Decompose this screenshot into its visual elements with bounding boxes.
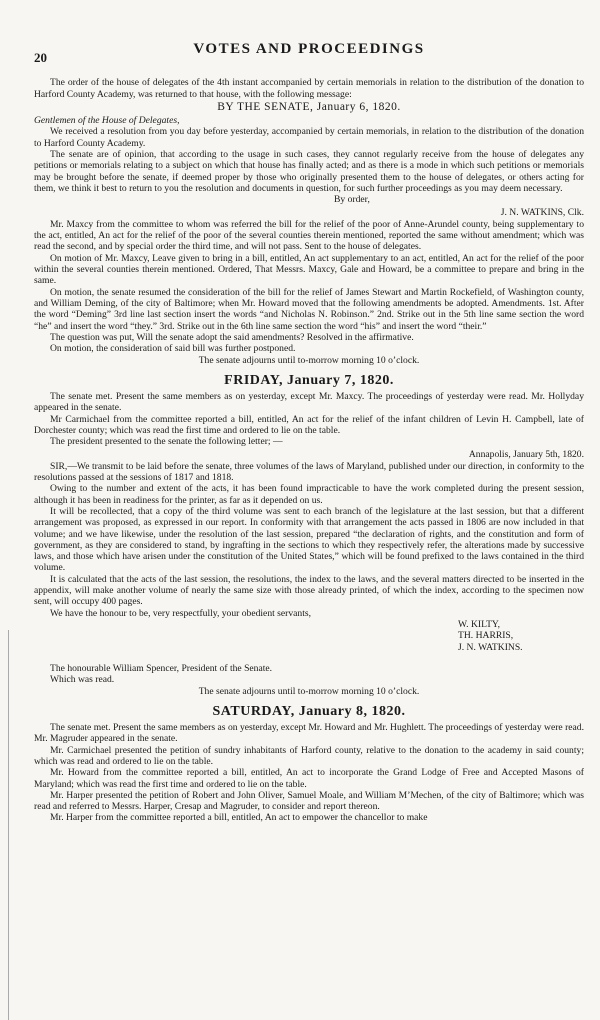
message-paragraph: The senate are of opinion, that according to the usage in such cases, they cannot regularly receive from the house of delegates any petitions or memorials relating to a subject on which that house has finally acted; and as there is a mode in which such petitions or memorials may be brought before the senate, if deemed proper by those who originally presented them to the house of delegates, or others acting for them, we think it best to return to you the resolution and documents in question, for such further proceedings as you may deem necessary. [34, 149, 584, 194]
letter-paragraph: It will be recollected, that a copy of the third volume was sent to each branch of the legislature at the last session, but that a different arrangement was proposed, as expressed in our report. In conformity with that arrangement the acts passed in 1806 are now included in that volume; and we have likewise, under the resolution of the last session, prepared “the declaration of rights, and the constitution and form of government, as they are considered to stand, by ingrafting in the sections to which they respectively refer, the alterations made by successive laws, and those which have arisen under the constitution of the United States,” which will be found prefixed to the laws contained in the third volume. [34, 505, 584, 574]
proceedings-paragraph: Mr. Harper presented the petition of Robert and John Oliver, Samuel Moale, and William M’Mechen, of the city of Baltimore; which was read and referred to Messrs. Harper, Cresap and Magruder, to consider and report thereon. [34, 789, 584, 813]
proceedings-paragraph: Mr. Howard from the committee reported a bill, entitled, An act to incorporate the Grand Lodge of Free and Accepted Masons of Maryland; which was read the first time and ordered to lie on the table. [34, 767, 584, 790]
letter-paragraph: It is calculated that the acts of the last session, the resolutions, the index to the laws, and the several matters directed to be inserted in the appendix, will make another volume of nearly the same size with those already printed, of which the index, according to the specimen now sent, will occupy 400 pages. [34, 573, 584, 608]
signatory: J. N. WATKINS. [458, 641, 523, 653]
page-number: 20 [34, 50, 47, 65]
signatory: W. KILTY, [458, 618, 501, 630]
letter-paragraph: SIR,—We transmit to be laid before the senate, three volumes of the laws of Maryland, published under our direction, in conformity to the resolutions passed at the sessions of 1817 and 1818. [34, 460, 584, 484]
letter-closing: We have the honour to be, very respectfully, your obedient servants, [50, 607, 312, 619]
proceedings-paragraph: The president presented to the senate the following letter; — [50, 436, 283, 448]
addressee: The honourable William Spencer, President of the Senate. [50, 662, 273, 674]
proceedings-paragraph: Mr. Maxcy from the committee to whom was referred the bill for the relief of the poor of Anne-Arundel county, being supplementary to the act, entitled, An act for the relief of the poor of the several counties therein mentioned, reported the same without amendment; which was read the second, and by special order the third time, and will not pass. Sent to the house of delegates. [34, 218, 584, 253]
signatories [34, 619, 584, 653]
proceedings-paragraph: Mr. Harper from the committee reported a bill, entitled, An act to empower the chancellor to make [50, 812, 428, 824]
letter-paragraph: Owing to the number and extent of the acts, it has been found impracticable to have the work completed during the present session, although it has been in readiness for the printer, as far as it depended on us. [34, 483, 584, 506]
day-heading-saturday: SATURDAY, January 8, 1820. [212, 703, 406, 719]
proceedings-paragraph: On motion of Mr. Maxcy, Leave given to bring in a bill, entitled, An act supplementary to an act, entitled, An act for the relief of the poor within the several counties therein mentioned. Ordered, That Messrs. Maxcy, Gale and Howard, be a committee to prepare and bring in the same. [34, 252, 584, 287]
salutation: Gentlemen of the House of Delegates, [34, 115, 180, 127]
proceedings-paragraph: The senate met. Present the same members as on yesterday, except Mr. Howard and Mr. Hughlett. The proceedings of yesterday were read. Mr. Magruder appeared in the senate. [34, 722, 584, 745]
letter-dateline: Annapolis, January 5th, 1820. [468, 448, 584, 460]
message-paragraph: We received a resolution from you day before yesterday, accompanied by certain memorials, in relation to the distribution of the donation to Harford County Academy. [34, 126, 584, 149]
proceedings-paragraph: On motion, the senate resumed the consideration of the bill for the relief of James Stewart and Martin Rockefield, of Washington county, and William Deming, of the city of Baltimore; when Mr. Howard moved that the following amendments be adopted. Amendments. 1st. After the word “Deming” 3rd line last section insert the words “and Nicholas N. Robinson.” 2nd. Strike out in the 5th line same section the word “he” and insert the word “they.” 3rd. Strike out in the 6th line same section the word “his” and insert the word “their.” [34, 286, 584, 332]
proceedings-paragraph: Mr Carmichael from the committee reported a bill, entitled, An act for the relief of the infant children of Levin H. Campbell, late of Dorchester county; which was read the first time and ordered to lie on the table. [34, 413, 584, 436]
intro-paragraph: The order of the house of delegates of the 4th instant accompanied by certain memorials in relation to the distribution of the donation to Harford County Academy, was returned to that house, with the following message: [34, 77, 584, 100]
signatory: TH. HARRIS, [458, 630, 514, 642]
proceedings-paragraph: On motion, the consideration of said bill was further postponed. [50, 343, 296, 355]
senate-message-heading: BY THE SENATE, January 6, 1820. [217, 100, 401, 113]
which-read: Which was read. [50, 674, 115, 686]
proceedings-paragraph: The question was put, Will the senate adopt the said amendments? Resolved in the affirmative. [50, 331, 414, 343]
proceedings-paragraph: Mr. Carmichael presented the petition of sundry inhabitants of Harford county, relative to the donation to the academy in said county; which was read and ordered to lie on the table. [34, 744, 584, 767]
clerk-signature: J. N. WATKINS, Clk. [500, 206, 584, 218]
adjournment-note: The senate adjourns until to-morrow morning 10 o’clock. [198, 355, 420, 367]
running-head: VOTES AND PROCEEDINGS [193, 41, 425, 57]
proceedings-paragraph: The senate met. Present the same members as on yesterday, except Mr. Maxcy. The proceedings of yesterday were read. Mr. Hollyday appeared in the senate. [34, 391, 584, 414]
day-heading-friday: FRIDAY, January 7, 1820. [224, 372, 394, 388]
adjournment-note: The senate adjourns until to-morrow morning 10 o’clock. [198, 686, 420, 698]
by-order: By order, [334, 194, 370, 206]
scan-margin-rule [8, 630, 9, 1020]
